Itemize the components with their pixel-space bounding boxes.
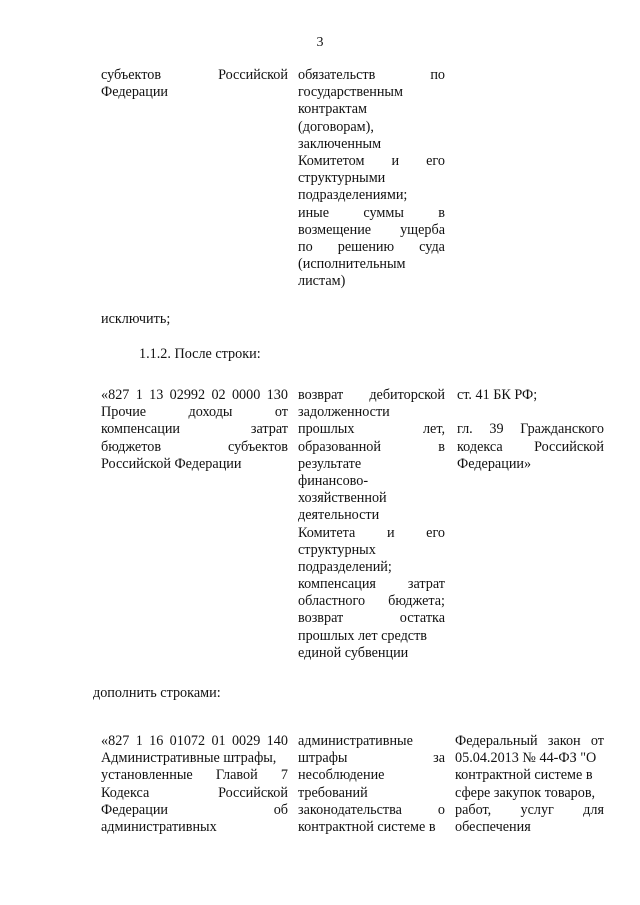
text-line: [455, 750, 604, 767]
word: листам): [298, 273, 346, 290]
text-line: [298, 733, 445, 750]
text-line: [101, 456, 288, 473]
block2-col1: [101, 387, 288, 473]
text-line: [298, 256, 445, 273]
word: об: [273, 801, 288, 818]
word: законодательства: [298, 801, 402, 818]
text-line: [298, 785, 445, 802]
word: прошлых: [298, 421, 355, 438]
text-line: [298, 750, 445, 767]
word: суммы: [363, 204, 404, 221]
page-number: 3: [316, 35, 324, 50]
text-line: [101, 439, 288, 456]
word: ст. 41 БК РФ;: [457, 387, 538, 403]
text-line: [101, 733, 288, 750]
text-line: [298, 170, 445, 187]
word: Административные штрафы,: [101, 750, 277, 767]
paragraph-after-row: 1.1.2. После строки:: [139, 346, 261, 362]
word: о: [437, 801, 445, 818]
text-line: [298, 767, 445, 784]
word: затрат: [407, 576, 445, 593]
word: его: [426, 524, 445, 541]
text-line: [298, 404, 445, 421]
block1-col2: [298, 67, 445, 290]
text-line: [455, 802, 604, 819]
text-line: [457, 404, 604, 421]
text-line: [101, 785, 288, 802]
word: Федерации: [101, 801, 169, 818]
word: единой субвенции: [298, 644, 409, 661]
word: 130: [266, 387, 288, 403]
word: 16: [149, 733, 164, 749]
word: 02: [211, 387, 226, 403]
word: деятельности: [298, 507, 380, 524]
word: Комитетом: [298, 152, 365, 169]
word: прошлых лет средств: [298, 627, 427, 644]
word: финансово-: [298, 472, 369, 489]
text-line: [298, 645, 445, 662]
text-line: [101, 750, 288, 767]
text-line: [298, 525, 445, 542]
word: 0029: [231, 733, 261, 749]
word: подразделениями;: [298, 187, 408, 204]
word: кодекса: [457, 438, 503, 455]
word: и: [386, 524, 395, 541]
word: иные: [298, 204, 330, 221]
text-line: [298, 610, 445, 627]
word: затрат: [250, 421, 288, 438]
text-line: [298, 239, 445, 256]
word: 01072: [169, 733, 206, 749]
word: административные: [298, 733, 413, 749]
word: Российской: [534, 438, 604, 455]
word: компенсация: [298, 576, 376, 593]
word: Российской: [218, 67, 288, 83]
word: закон: [547, 733, 581, 749]
word: контрактной системе в: [298, 818, 436, 835]
text-line: [101, 404, 288, 421]
word: субъектов: [101, 67, 162, 83]
word: 01: [211, 733, 226, 749]
word: обязательств: [298, 67, 376, 83]
word: субъектов: [227, 438, 288, 455]
text-line: [457, 456, 604, 473]
text-line: [298, 101, 445, 118]
word: Российской Федерации: [101, 455, 242, 472]
block3-col3: [455, 733, 604, 836]
word: и: [391, 152, 400, 169]
word: гл.: [457, 421, 473, 438]
word: заключенным: [298, 135, 382, 152]
paragraph-add-rows: дополнить строками:: [93, 685, 221, 701]
word: 05.04.2013 № 44-ФЗ "О: [455, 750, 597, 767]
text-line: [101, 767, 288, 784]
word: контрактной системе в: [455, 767, 593, 784]
word: Федеральный: [455, 733, 538, 749]
block1-col1: [101, 67, 288, 101]
block2-col3: [457, 387, 604, 473]
word: 7: [280, 767, 288, 784]
word: возмещение: [298, 221, 372, 238]
text-line: [298, 802, 445, 819]
word: установленные: [101, 767, 193, 784]
text-line: [298, 576, 445, 593]
word: Федерации»: [457, 455, 532, 472]
word: (договорам),: [298, 118, 374, 135]
text-line: [298, 439, 445, 456]
text-line: [298, 187, 445, 204]
word: штрафы: [298, 750, 348, 767]
paragraph-exclude: исключить;: [101, 311, 171, 327]
word: административных: [101, 818, 217, 835]
text-line: [455, 819, 604, 836]
word: образованной: [298, 438, 381, 455]
block2-col2: [298, 387, 445, 662]
text-line: [298, 559, 445, 576]
word: для: [583, 801, 604, 818]
text-line: [298, 153, 445, 170]
word: за: [433, 750, 445, 767]
word: Гражданского: [520, 421, 604, 438]
word: компенсации: [101, 421, 181, 438]
text-line: [101, 421, 288, 438]
word: его: [426, 152, 445, 169]
text-line: [101, 819, 288, 836]
text-line: [298, 421, 445, 438]
text-line: [298, 473, 445, 490]
word: работ,: [455, 801, 492, 818]
word: контрактам: [298, 101, 367, 118]
text-line: [298, 819, 445, 836]
text-line: [298, 84, 445, 101]
word: (исполнительным: [298, 256, 406, 273]
text-line: [298, 273, 445, 290]
word: бюджета;: [388, 593, 445, 610]
word: структурными: [298, 170, 386, 187]
word: «827: [101, 733, 130, 749]
word: в: [438, 438, 445, 455]
text-line: [298, 67, 445, 84]
word: по: [298, 238, 313, 255]
word: Российской: [218, 784, 288, 801]
word: Главой: [215, 767, 258, 784]
word: «827: [101, 387, 130, 403]
word: решению: [337, 238, 395, 255]
word: хозяйственной: [298, 490, 387, 507]
text-line: [101, 387, 288, 404]
word: дебиторской: [369, 387, 445, 403]
text-line: [455, 733, 604, 750]
word: несоблюдение: [298, 767, 385, 784]
word: задолженности: [298, 404, 390, 421]
word: возврат: [298, 387, 344, 403]
word: 13: [149, 387, 164, 403]
word: структурных: [298, 541, 376, 558]
text-line: [298, 456, 445, 473]
word: результате: [298, 455, 362, 472]
word: 39: [489, 421, 504, 438]
word: областного: [298, 593, 366, 610]
word: по: [430, 67, 445, 83]
text-line: [457, 439, 604, 456]
word: 1: [135, 733, 143, 749]
word: бюджетов: [101, 438, 162, 455]
text-line: [298, 387, 445, 404]
text-line: [457, 387, 604, 404]
word: 140: [266, 733, 288, 749]
text-line: [298, 136, 445, 153]
word: возврат: [298, 610, 344, 627]
word: подразделений;: [298, 558, 392, 575]
word: обеспечения: [455, 818, 531, 835]
word: в: [438, 204, 445, 221]
word: сфере закупок товаров,: [455, 784, 596, 801]
text-line: [457, 421, 604, 438]
word: государственным: [298, 84, 403, 101]
text-line: [101, 84, 288, 101]
text-line: [101, 802, 288, 819]
text-line: [298, 119, 445, 136]
word: доходы: [188, 404, 233, 421]
word: Прочие: [101, 404, 147, 421]
word: суда: [419, 238, 445, 255]
word: от: [590, 733, 604, 749]
word: Федерации: [101, 84, 169, 101]
text-line: [455, 785, 604, 802]
word: 02992: [169, 387, 206, 403]
word: ущерба: [400, 221, 445, 238]
block3-col1: [101, 733, 288, 836]
word: 1: [135, 387, 143, 403]
text-line: [298, 490, 445, 507]
word: Кодекса: [101, 784, 150, 801]
text-line: [298, 542, 445, 559]
text-line: [298, 628, 445, 645]
block3-col2: [298, 733, 445, 836]
text-line: [455, 767, 604, 784]
word: требований: [298, 784, 368, 801]
word: от: [274, 404, 288, 421]
word: лет,: [422, 421, 445, 438]
word: услуг: [520, 801, 554, 818]
text-line: [298, 593, 445, 610]
word: 0000: [231, 387, 261, 403]
word: Комитета: [298, 524, 356, 541]
text-line: [298, 507, 445, 524]
text-line: [101, 67, 288, 84]
word: остатка: [399, 610, 445, 627]
text-line: [298, 205, 445, 222]
text-line: [298, 222, 445, 239]
